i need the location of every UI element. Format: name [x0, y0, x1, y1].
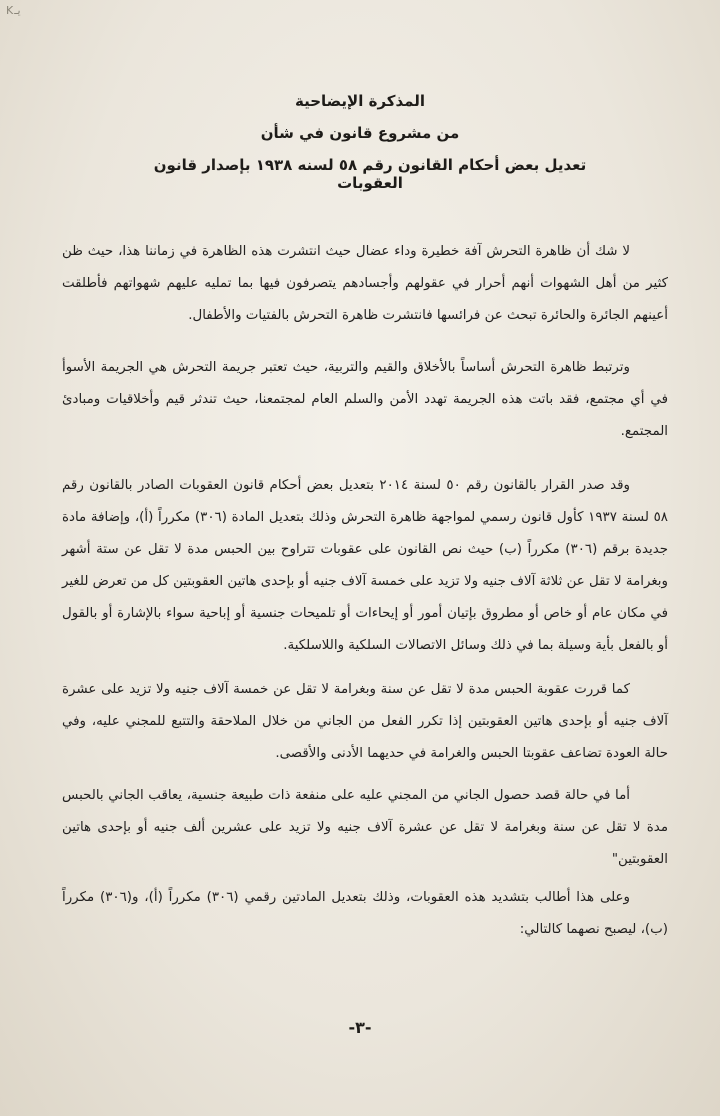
- document-title: المذكرة الإيضاحية: [294, 92, 425, 110]
- paragraph-intro: لا شك أن ظاهرة التحرش آفة خطيرة وداء عضال حيث انتشرت هذه الظاهرة في زماننا هذا، حيث ظن كثير من أهل الشهوات أنهم أحرار في عقولهم وأجسادهم يتصرفون فيها بما تمليه عليهم شهواتهم فأطلقت أعينهم الجائرة والحائرة تبحث عن فرائسها فانتشرت ظاهرة التحرش بالفتيات والأطفال.: [62, 244, 668, 323]
- memo-body: [62, 236, 668, 946]
- paragraph-law-2014: وقد صدر القرار بالقانون رقم ٥٠ لسنة ٢٠١٤ بتعديل بعض أحكام قانون العقوبات الصادر بالقانون رقم ٥٨ لسنة ١٩٣٧ كأول قانون رسمي لمواجهة ظاهرة التحرش وذلك بتعديل المادة (٣٠٦) مكرراً (أ)، وإضافة مادة جديدة برقم (٣٠٦) مكرراً (ب) حيث نص القانون على عقوبات تتراوح بين الحبس مدة لا تقل عن ستة أشهر وبغرامة لا تقل عن ثلاثة آلاف جنيه ولا تزيد على خمسة آلاف جنيه أو بإحدى هاتين العقوبتين كل من تعرض للغير في مكان عام أو خاص أو مطروق بإتيان أمور أو إيحاءات أو تلميحات جنسية أو إباحية سواء بالإشارة أو بالقول أو بالفعل بأية وسيلة بما في ذلك وسائل الاتصالات السلكية واللاسلكية.: [62, 478, 669, 653]
- document-subtitle: من مشروع قانون في شأن: [260, 124, 460, 142]
- corner-mark: Kيـ: [6, 4, 21, 17]
- page-number: -٣-: [348, 1018, 372, 1037]
- paragraph-request: وعلى هذا أطالب بتشديد هذه العقوبات، وذلك بتعديل المادتين رقمي (٣٠٦) مكرراً (أ)، و(٣٠٦) مكرراً (ب)، ليصبح نصهما كالتالي:: [62, 890, 668, 937]
- paragraph-repeat-offense: كما قررت عقوبة الحبس مدة لا تقل عن سنة وبغرامة لا تقل عن خمسة آلاف جنيه ولا تزيد على عشرة آلاف جنيه أو بإحدى هاتين العقوبتين إذا تكرر الفعل من الجاني من خلال الملاحقة والتتبع للمجني عليه، وفي حالة العودة تضاعف عقوبتا الحبس والغرامة في حديهما الأدنى والأقصى.: [62, 682, 668, 761]
- document-subject: تعديل بعض أحكام القانون رقم ٥٨ لسنه ١٩٣٨ بإصدار قانون العقوبات: [153, 156, 587, 192]
- paragraph-sexual-benefit: أما في حالة قصد حصول الجاني من المجني عليه على منفعة ذات طبيعة جنسية، يعاقب الجاني بالحبس مدة لا تقل عن سنة وبغرامة لا تقل عن عشرة آلاف جنيه ولا تزيد على عشرين ألف جنيه أو بإحدى هاتين العقوبتين": [62, 788, 668, 867]
- paragraph-ethics: وترتبط ظاهرة التحرش أساساً بالأخلاق والقيم والتربية، حيث تعتبر جريمة التحرش هي الجريمة الأسوأ في أي مجتمع، فقد باتت هذه الجريمة تهدد الأمن والسلم العام لمجتمعنا، حيث تندثر قيم وأخلاقيات ومبادئ المجتمع.: [62, 360, 668, 439]
